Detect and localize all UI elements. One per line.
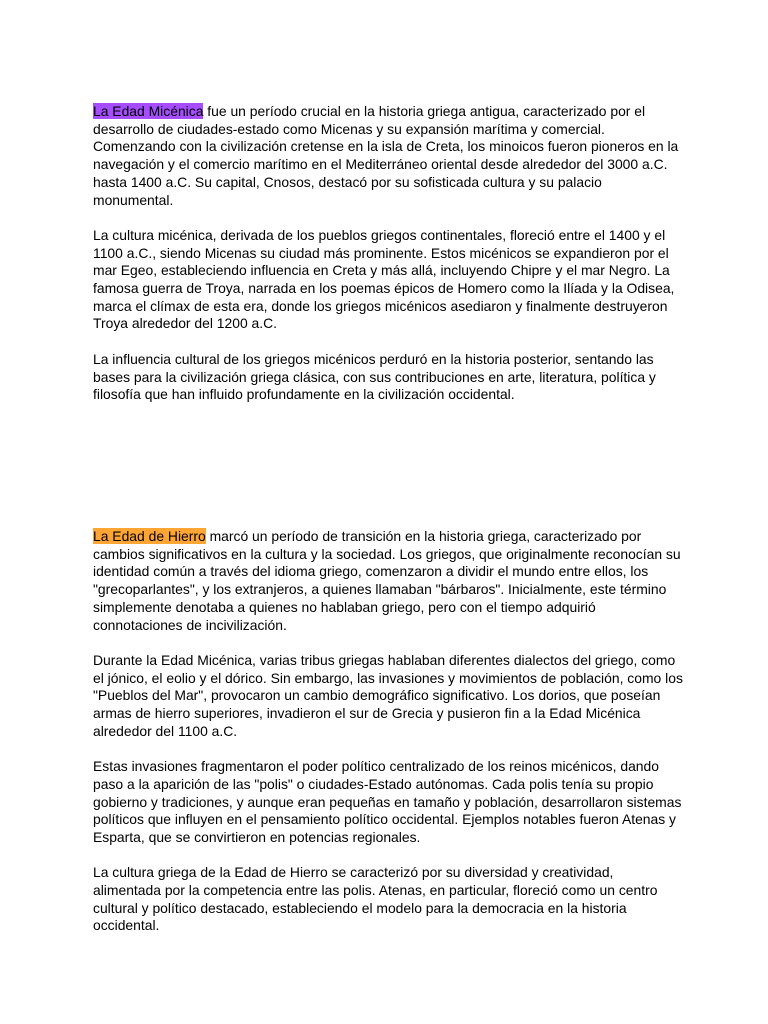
paragraph: Estas invasiones fragmentaron el poder político centralizado de los reinos micénicos, dando paso a la aparición de las "polis" o ciudades-Estado autónomas. Cada polis tenía su propio gobierno y tradiciones, y aunque eran pequeñas en tamaño y población, desarrollaron sistemas políticos que influyen en el pensamiento político occidental. Ejemplos notables fueron Atenas y Esparta, que se convirtieron en potencias regionales. [93, 758, 682, 845]
paragraph: Durante la Edad Micénica, varias tribus griegas hablaban diferentes dialectos del griego, como el jónico, el eolio y el dórico. Sin embargo, las invasiones y movimientos de población, como los "Pueblos del Mar", provocaron un cambio demográfico significativo. Los dorios, que poseían armas de hierro superiores, invadieron el sur de Grecia y pusieron fin a la Edad Micénica alrededor del 1100 a.C. [93, 651, 683, 739]
paragraph: La cultura micénica, derivada de los pueblos griegos continentales, floreció entre el 1400 y el 1100 a.C., siendo Micenas su ciudad más prominente. Estos micénicos se expandieron por el mar Egeo, estableciendo influencia en Creta y más allá, incluyendo Chipre y el mar Negro. La famosa guerra de Troya, narrada en los poemas épicos de Homero como la Ilíada y la Odisea, marca el clímax de esta era, donde los griegos micénicos asediaron y finalmente destruyeron Troya alrededor del 1200 a.C. [93, 226, 675, 332]
highlighted-term: La Edad de Hierro [93, 528, 206, 544]
section-edad-de-hierro [93, 528, 683, 953]
paragraph: La influencia cultural de los griegos micénicos perduró en la historia posterior, sentando las bases para la civilización griega clásica, con sus contribuciones en arte, literatura, política y filosofía que han influido profundamente en la civilización occidental. [93, 350, 656, 403]
paragraph [93, 103, 683, 209]
paragraph-text: marcó un período de transición en la historia griega, caracterizado por cambios significativos en la cultura y la sociedad. Los griegos, que originalmente reconocían su identidad común a través del idioma griego, comenzaron a dividir el mundo entre ellos, los "grecoparlantes", y los extranjeros, a quienes llamaban "bárbaros". Inicialmente, este término simplemente denotaba a quienes no hablaban griego, pero con el tiempo adquirió connotaciones de incivilización. [93, 528, 681, 633]
paragraph-text: fue un período crucial en la historia griega antigua, caracterizado por el desarrollo de ciudades-estado como Micenas y su expansión marítima y comercial. Comenzando con la civilización cretense en la isla de Creta, los minoicos fueron pioneros en la navegación y el comercio marítimo en el Mediterráneo oriental desde alrededor del 3000 a.C. hasta 1400 a.C. Su capital, Cnosos, destacó por su sofisticada cultura y su palacio monumental. [93, 103, 679, 208]
paragraph [93, 528, 683, 634]
paragraph: La cultura griega de la Edad de Hierro se caracterizó por su diversidad y creatividad, alimentada por la competencia entre las polis. Atenas, en particular, floreció como un centro cultural y político destacado, estableciendo el modelo para la democracia en la historia occidental. [93, 864, 658, 934]
section-edad-micenica [93, 103, 683, 422]
highlighted-term: La Edad Micénica [93, 103, 204, 119]
